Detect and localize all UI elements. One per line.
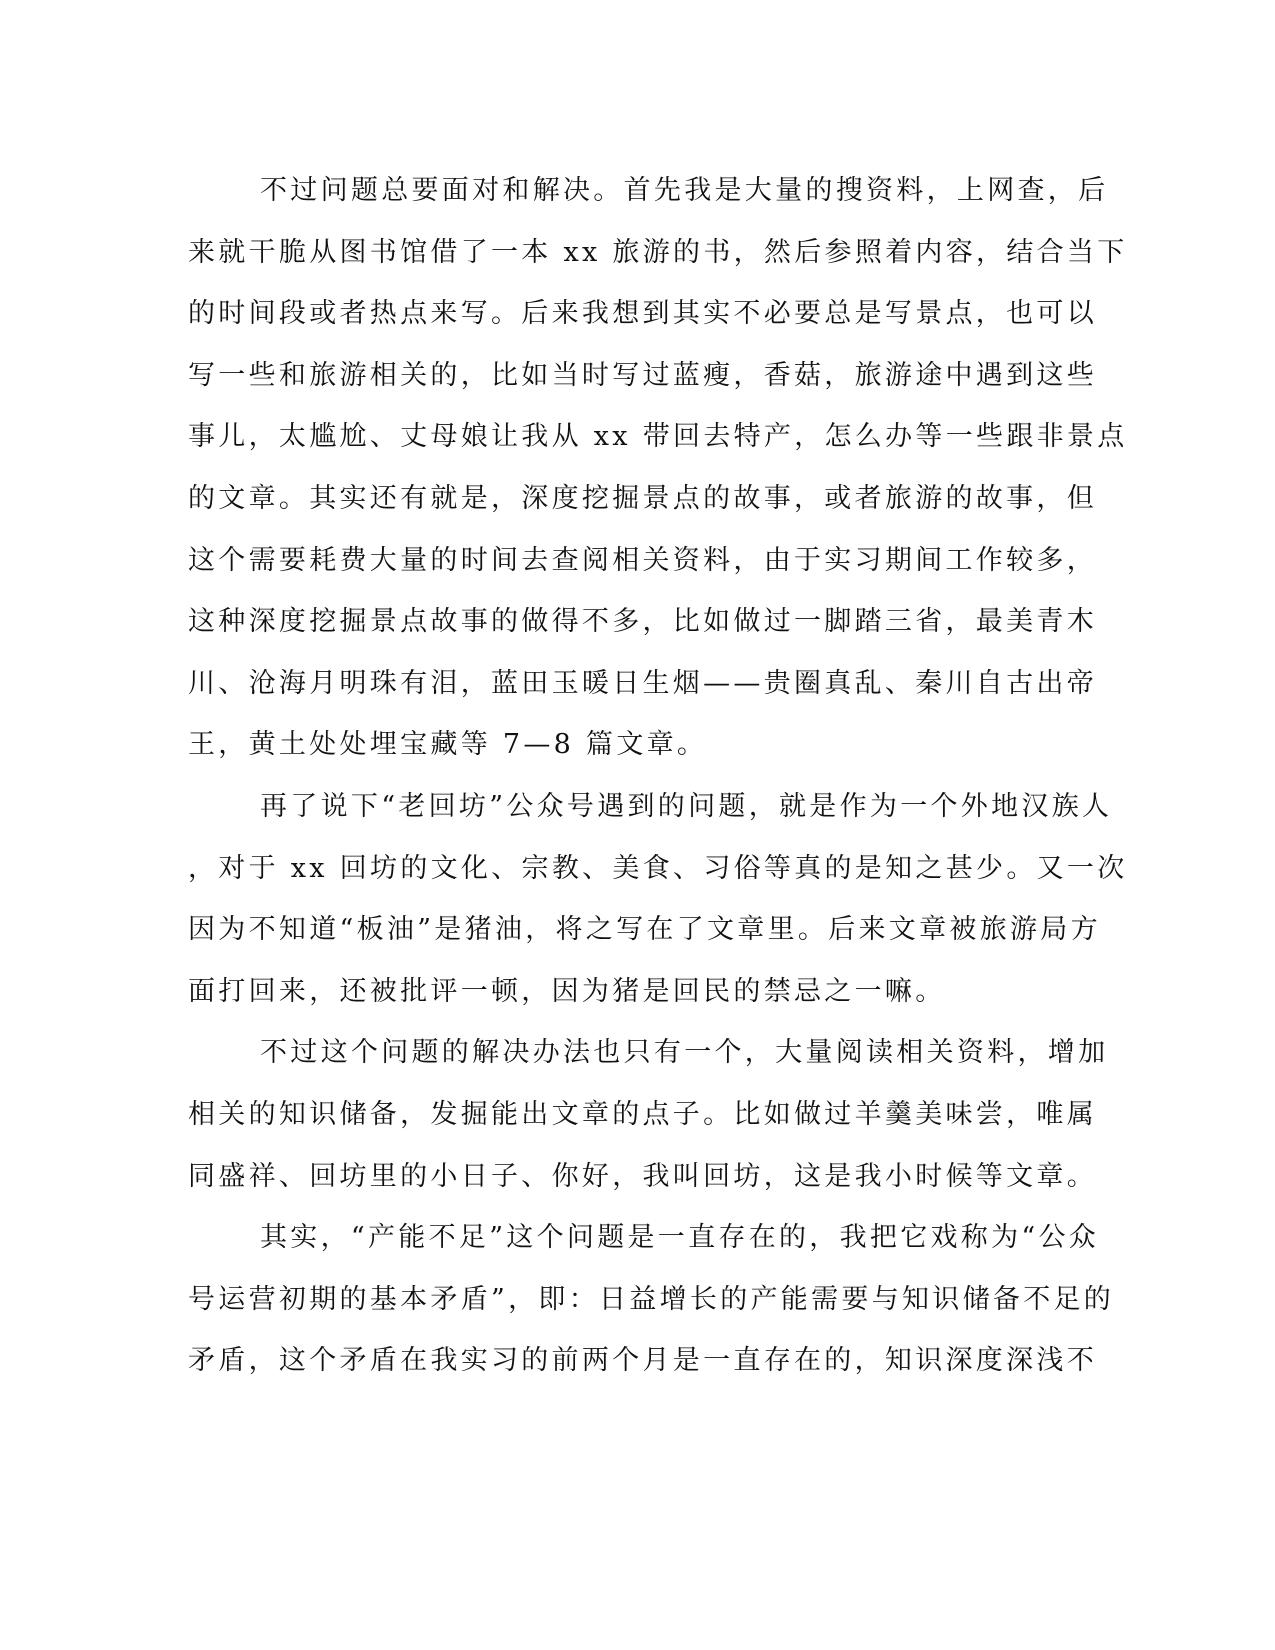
text-line: 号运营初期的基本矛盾”，即：日益增长的产能需要与知识储备不足的 — [188, 1283, 1115, 1315]
text-line: 不过问题总要面对和解决。首先我是大量的搜资料，上网查，后 — [260, 175, 1109, 206]
text-line: 事儿，太尴尬、丈母娘让我从 xx 带回去特产，怎么办等一些跟非景点 — [188, 421, 1128, 453]
paragraph-2 — [188, 776, 1128, 1022]
text-line: 的时间段或者热点来写。后来我想到其实不必要总是写景点，也可以 — [188, 298, 1097, 330]
text-line: 这种深度挖掘景点故事的做得不多，比如做过一脚踏三省，最美青木 — [188, 606, 1097, 638]
text-line: 这个需要耗费大量的时间去查阅相关资料，由于实习期间工作较多， — [188, 544, 1097, 576]
text-line: 川、沧海月明珠有泪，蓝田玉暖日生烟——贵圈真乱、秦川自古出帝 — [188, 667, 1097, 699]
paragraph-1 — [188, 160, 1128, 776]
text-line: 不过这个问题的解决办法也只有一个，大量阅读相关资料，增加 — [260, 1037, 1109, 1069]
text-line: 同盛祥、回坊里的小日子、你好，我叫回坊，这是我小时候等文章。 — [188, 1160, 1097, 1192]
text-line: 王，黄土处处埋宝藏等 7—8 篇文章。 — [188, 729, 708, 761]
text-line: 面打回来，还被批评一顿，因为猪是回民的禁忌之一嘛。 — [188, 975, 946, 1007]
text-line: 其实，“产能不足”这个问题是一直存在的，我把它戏称为“公众 — [260, 1222, 1100, 1254]
text-line: 写一些和旅游相关的，比如当时写过蓝瘦，香菇，旅游途中遇到这些 — [188, 359, 1097, 391]
text-line: 来就干脆从图书馆借了一本 xx 旅游的书，然后参照着内容，结合当下 — [188, 236, 1128, 268]
text-line: 相关的知识储备，发掘能出文章的点子。比如做过羊羹美味尝，唯属 — [188, 1098, 1097, 1130]
paragraph-3 — [188, 1022, 1109, 1207]
text-line: ，对于 xx 回坊的文化、宗教、美食、习俗等真的是知之甚少。又一次 — [188, 852, 1128, 884]
text-line: 的文章。其实还有就是，深度挖掘景点的故事，或者旅游的故事，但 — [188, 482, 1097, 514]
document-body — [188, 160, 1128, 1392]
text-line: 再了说下“老回坊”公众号遇到的问题，就是作为一个外地汉族人 — [260, 790, 1113, 822]
text-line: 矛盾，这个矛盾在我实习的前两个月是一直存在的，知识深度深浅不 — [188, 1345, 1097, 1377]
paragraph-4 — [188, 1207, 1115, 1392]
text-line: 因为不知道“板油”是猪油，将之写在了文章里。后来文章被旅游局方 — [188, 914, 1101, 946]
